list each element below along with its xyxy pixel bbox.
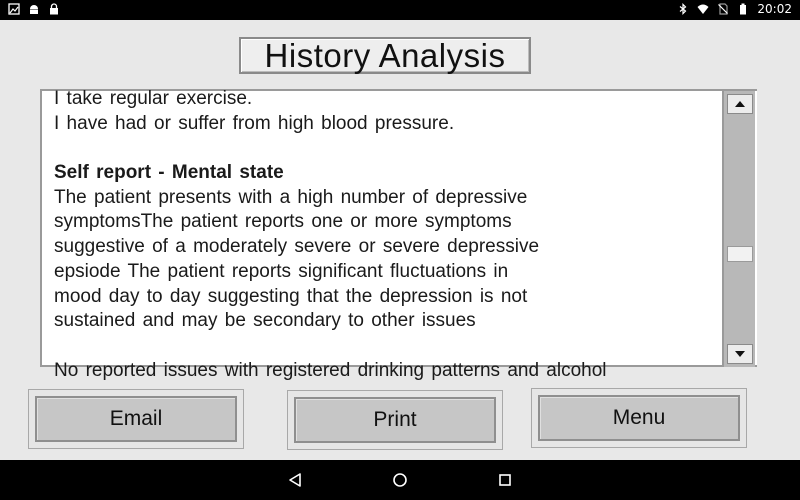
- wifi-icon: [697, 3, 709, 15]
- scroll-up-button[interactable]: [727, 94, 753, 114]
- image-icon: [8, 3, 20, 15]
- bluetooth-icon: [677, 3, 689, 15]
- text-line: I take regular exercise.: [54, 88, 253, 109]
- scroll-down-button[interactable]: [727, 344, 753, 364]
- print-button-frame: [287, 390, 503, 450]
- scrollbar-thumb[interactable]: [727, 246, 753, 262]
- text-line: [54, 334, 714, 359]
- menu-button-frame: [531, 388, 747, 448]
- vertical-scrollbar[interactable]: [722, 91, 755, 367]
- back-button[interactable]: [283, 468, 307, 492]
- email-button-frame: [28, 389, 244, 449]
- text-line: I have had or suffer from high blood pressure.: [54, 112, 455, 134]
- home-icon: [392, 472, 408, 488]
- print-button[interactable]: Print: [294, 397, 496, 443]
- status-bar: [0, 0, 800, 20]
- android-icon: [28, 3, 40, 15]
- text-line: No reported issues with registered drinking patterns and alcohol: [54, 359, 607, 381]
- menu-button[interactable]: Menu: [538, 395, 740, 441]
- back-icon: [287, 472, 303, 488]
- clock-time: 20:02: [757, 2, 792, 16]
- text-line: [54, 136, 714, 161]
- no-sim-icon: [717, 3, 729, 15]
- history-text-panel[interactable]: [40, 88, 757, 381]
- page-title: History Analysis: [239, 37, 531, 74]
- navigation-bar: [0, 460, 800, 500]
- text-line: sustained and may be secondary to other issues: [54, 310, 476, 332]
- text-line: suggestive of a moderately severe or severe depressive: [54, 236, 540, 258]
- arrow-up-icon: [735, 101, 745, 107]
- recents-icon: [497, 472, 513, 488]
- recents-button[interactable]: [493, 468, 517, 492]
- home-button[interactable]: [388, 468, 412, 492]
- text-line: symptomsThe patient reports one or more symptoms: [54, 211, 512, 233]
- history-text-content: [54, 87, 714, 383]
- battery-icon: [737, 3, 749, 15]
- text-line: mood day to day suggesting that the depression is not: [54, 285, 528, 307]
- section-heading: Self report - Mental state: [54, 162, 284, 184]
- lock-icon: [48, 3, 60, 15]
- email-button[interactable]: Email: [35, 396, 237, 442]
- text-line: The patient presents with a high number of depressive: [54, 186, 528, 208]
- arrow-down-icon: [735, 351, 745, 357]
- text-line: epsiode The patient reports significant fluctuations in: [54, 260, 509, 282]
